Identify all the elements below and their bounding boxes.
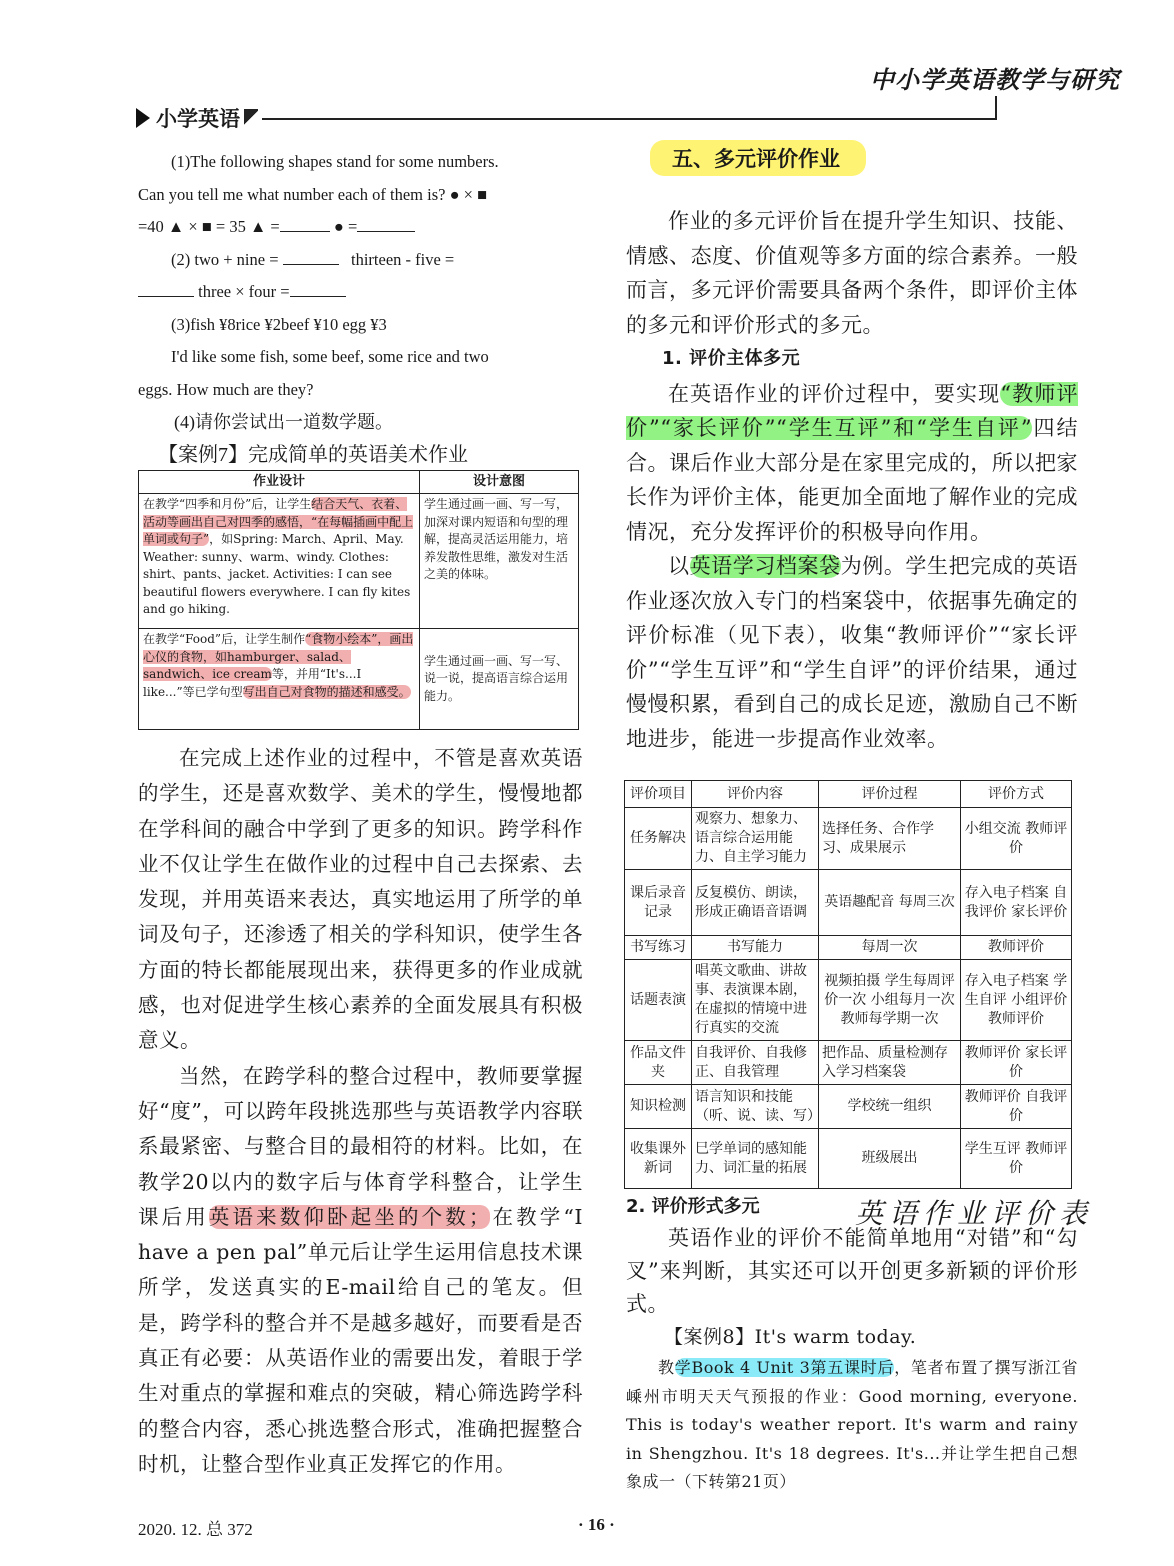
eval-process: 选择任务、合作学习、成果展示 (819, 808, 961, 870)
answer-blank (357, 213, 415, 232)
q1-line1: (1)The following shapes stand for some numbers. (171, 152, 499, 171)
eval-method: 存入电子档案 学生自评 小组评价 教师评价 (961, 960, 1072, 1041)
case7-title: 【案例7】完成简单的英语美术作业 (158, 443, 468, 466)
highlighted-text: 英语学习档案袋 (689, 554, 841, 578)
section-label (136, 103, 258, 133)
table-header-cell: 作业设计 (139, 471, 420, 494)
header-rule-tick (995, 96, 997, 120)
eval-content: 巳学单词的感知能力、词汇量的拓展 (692, 1129, 819, 1189)
eval-method: 教师评价 自我评价 (961, 1085, 1072, 1129)
q2-part-b: thirteen - five = (351, 249, 455, 269)
case8-title: 【案例8】It's warm today. (664, 1326, 917, 1348)
table-row (625, 1041, 1072, 1085)
case7-table (138, 470, 579, 730)
table-row (625, 960, 1072, 1041)
paragraph-text: 教 (658, 1358, 675, 1377)
highlighted-text: 写出自己对食物的描述和感受。 (242, 684, 411, 699)
eval-item: 收集课外新词 (625, 1129, 692, 1189)
eval-method: 小组交流 教师评价 (961, 808, 1072, 870)
q2-line1 (138, 244, 583, 277)
eval-content: 语言知识和技能（听、说、读、写） (692, 1085, 819, 1129)
table-header-row (625, 781, 1072, 808)
header-rule (262, 118, 997, 120)
eval-process: 学校统一组织 (819, 1085, 961, 1129)
table-header-cell: 设计意图 (420, 471, 579, 494)
table-header-cell: 评价过程 (819, 781, 961, 808)
q2-line2 (138, 276, 583, 309)
eval-method: 教师评价 家长评价 (961, 1041, 1072, 1085)
design-text: 在教学“Food”后，让学生制作 (143, 632, 306, 646)
paragraph: 作业的多元评价旨在提升学生知识、技能、情感、态度、价值观等多方面的综合素养。一般而言，多元评价需要具备两个条件，即评价主体的多元和评价形式的多元。 (626, 209, 1078, 337)
paragraph (626, 549, 1078, 756)
design-cell (139, 629, 420, 730)
paragraph: 在完成上述作业的过程中，不管是喜欢英语的学生，还是喜欢数学、美术的学生，慢慢地都在学科间的融合中学到了更多的知识。跨学科作业不仅让学生在做作业的过程中自己去探索、去发现，并用英语来表达，真实地运用了所学的单词及句子，还渗透了相关的学科知识，使学生各方面的特长都能展现出来，获得更多的作业成就感，也对促进学生核心素养的全面发展具有积极意义。 (138, 746, 583, 1053)
eval-method: 教师评价 (961, 936, 1072, 960)
paragraph-text: 以 (668, 554, 690, 578)
eval-content: 自我评价、自我修正、自我管理 (692, 1041, 819, 1085)
table-header-cell: 评价方式 (961, 781, 1072, 808)
right-body-bottom (626, 1222, 1078, 1497)
eval-item: 任务解决 (625, 808, 692, 870)
table-row (625, 870, 1072, 936)
paragraph (626, 377, 1078, 550)
eval-content: 书写能力 (692, 936, 819, 960)
paragraph-text: ，笔者布置了撰写浙江省嵊州市明天天气预报的作业：Good morning, everyone. This is today's weather report. It's warm and rainy in Shengzhou. It's 18 degrees. It's...并让学生把自己想象成一（下转第21页） (626, 1358, 1078, 1491)
eval-item: 书写练习 (625, 936, 692, 960)
eval-process: 视频拍摄 学生每周评价一次 小组每月一次 教师每学期一次 (819, 960, 961, 1041)
right-body-top (626, 204, 1078, 756)
q3-line1: (3)fish ¥8rice ¥2beef ¥10 egg ¥3 (171, 314, 387, 334)
table-row (625, 1085, 1072, 1129)
paragraph-text: 在英语作业的评价过程中，要实现 (668, 381, 1001, 406)
section-corner-icon (244, 109, 258, 127)
intent-cell: 学生通过画一画、写一写，加深对课内短语和句型的理解，提高灵活运用能力，培养发散性思维，激发对生活之美的体味。 (420, 494, 579, 629)
paragraph-text: 为例。学生把完成的英语作业逐次放入专门的档案袋中，依据事先确定的评价标准（见下表），收集“教师评价”“家长评价”“学生互评”和“学生自评”的评价结果，通过慢慢积累，看到自己的成长足迹，激励自己不断地进步，能进一步提高作业效率。 (626, 554, 1079, 751)
answer-blank (280, 213, 330, 232)
eval-item: 课后录音记录 (625, 870, 692, 936)
table-row (625, 936, 1072, 960)
intent-cell: 学生通过画一画、写一写、说一说，提高语言综合运用能力。 (420, 629, 579, 730)
eval-process: 英语趣配音 每周三次 (819, 870, 961, 936)
table-header-cell: 评价项目 (625, 781, 692, 808)
math-questions (138, 146, 583, 471)
issue-date: 2020. 12. 总 372 (138, 1520, 253, 1539)
eval-item: 作品文件夹 (625, 1041, 692, 1085)
section-label-text: 小学英语 (156, 107, 240, 131)
highlighted-text: 结合天气、衣着、活动等画出自己对四季的感悟，“在每幅插画中配上单词或句子” (143, 497, 414, 546)
table-row (625, 1129, 1072, 1189)
eval-method: 学生互评 教师评价 (961, 1129, 1072, 1189)
q2-part-a: (2) two + nine = (171, 249, 279, 269)
q3-line2: I'd like some fish, some beef, some rice and two (171, 347, 489, 366)
handwritten-note: 英语作业评价表 (855, 1197, 1094, 1230)
paragraph-text: 在教学“I have a pen pal”单元后让学生运用信息技术课所学，发送真实的E-mail给自己的笔友。但是，跨学科的整合并不是越多越好，而要看是否真正有必要：从英语作业的需要出发，着眼于学生对重点的掌握和难点的突破，精心筛选跨学科的整合内容，悉心挑选整合形式，准确把握整合时机，让整合型作业真正发挥它的作用。 (138, 1204, 584, 1476)
highlighted-text: 学Book 4 Unit 3第五课时后 (674, 1358, 895, 1377)
q1-equation: =40 ▲ × ■ = 35 ▲ = (138, 217, 280, 236)
eval-content: 观察力、想象力、语言综合运用能力、自主学习能力 (692, 808, 819, 870)
eval-process: 把作品、质量检测存入学习档案袋 (819, 1041, 961, 1085)
answer-blank (138, 278, 194, 297)
design-text: 等，并用“It's...I like...”等已学句型 (143, 667, 362, 699)
highlighted-text: 英语来数仰卧起坐的个数； (208, 1204, 490, 1229)
subheading-2: 2. 评价形式多元 (626, 1196, 760, 1217)
paragraph-text: 当然，在跨学科的整合过程中，教师要掌握好“度”，可以跨年段挑选那些与英语教学内容联系最紧密、与整合目的最相符的材料。比如，在教学20以内的数字后与体育学科整合，让学生课后用 (138, 1063, 583, 1229)
journal-title: 中小学英语教学与研究 (870, 65, 1120, 94)
subheading: 1. 评价主体多元 (662, 348, 801, 369)
eval-process: 班级展出 (819, 1129, 961, 1189)
paragraph (138, 1059, 583, 1483)
eval-method: 存入电子档案 自我评价 家长评价 (961, 870, 1072, 936)
paragraph-text: 四结合。课后作业大部分是在家里完成的，所以把家长作为评价主体，能更加全面地了解作业的完成情况，充分发挥评价的积极导向作用。 (626, 416, 1078, 544)
eval-content: 唱英文歌曲、讲故事、表演课本剧，在虚拟的情境中进行真实的交流 (692, 960, 819, 1041)
table-header-row (139, 471, 579, 494)
case8-paragraph (626, 1354, 1078, 1497)
eval-content: 反复模仿、朗读，形成正确语音语调 (692, 870, 819, 936)
q1-line3 (138, 211, 583, 244)
page-number: · 16 · (578, 1515, 615, 1534)
left-body (138, 741, 583, 1482)
eval-item: 话题表演 (625, 960, 692, 1041)
section-title: 五、多元评价作业 (650, 140, 866, 176)
q3-line3: eggs. How much are they? (138, 379, 314, 399)
table-row (625, 808, 1072, 870)
design-text: 在教学“四季和月份”后，让学生 (143, 497, 312, 511)
highlighted-text: “教师评价”“家长评价”“学生互评”和“学生自评” (626, 381, 1078, 440)
q4-line: (4)请你尝试出一道数学题。 (174, 412, 393, 432)
highlighted-text: “食物小绘本”，画出心仪的食物，如hamburger、salad、sandwich、ice cream (143, 632, 414, 681)
q1-equation-2: ● = (333, 217, 358, 236)
table-header-cell: 评价内容 (692, 781, 819, 808)
q1-line2: Can you tell me what number each of them is? ● × ■ (138, 184, 488, 204)
section-flag-icon (136, 108, 150, 128)
design-text: ，如Spring: March、April、May. Weather: sunny、warm、windy. Clothes: shirt、pants、jacket. Activities: I can see beautiful flowers everywhere. I can fly kites and go hiking. (143, 532, 411, 616)
design-cell (139, 494, 420, 629)
eval-process: 每周一次 (819, 936, 961, 960)
answer-blank (283, 246, 339, 265)
q2-part-c: three × four = (198, 282, 290, 301)
answer-blank (290, 278, 346, 297)
evaluation-table (624, 780, 1072, 1189)
paragraph: 英语作业的评价不能简单地用“对错”和“勾叉”来判断，其实还可以开创更多新颖的评价形式。 (626, 1226, 1078, 1316)
table-row (139, 494, 579, 629)
table-row (139, 629, 579, 730)
eval-item: 知识检测 (625, 1085, 692, 1129)
